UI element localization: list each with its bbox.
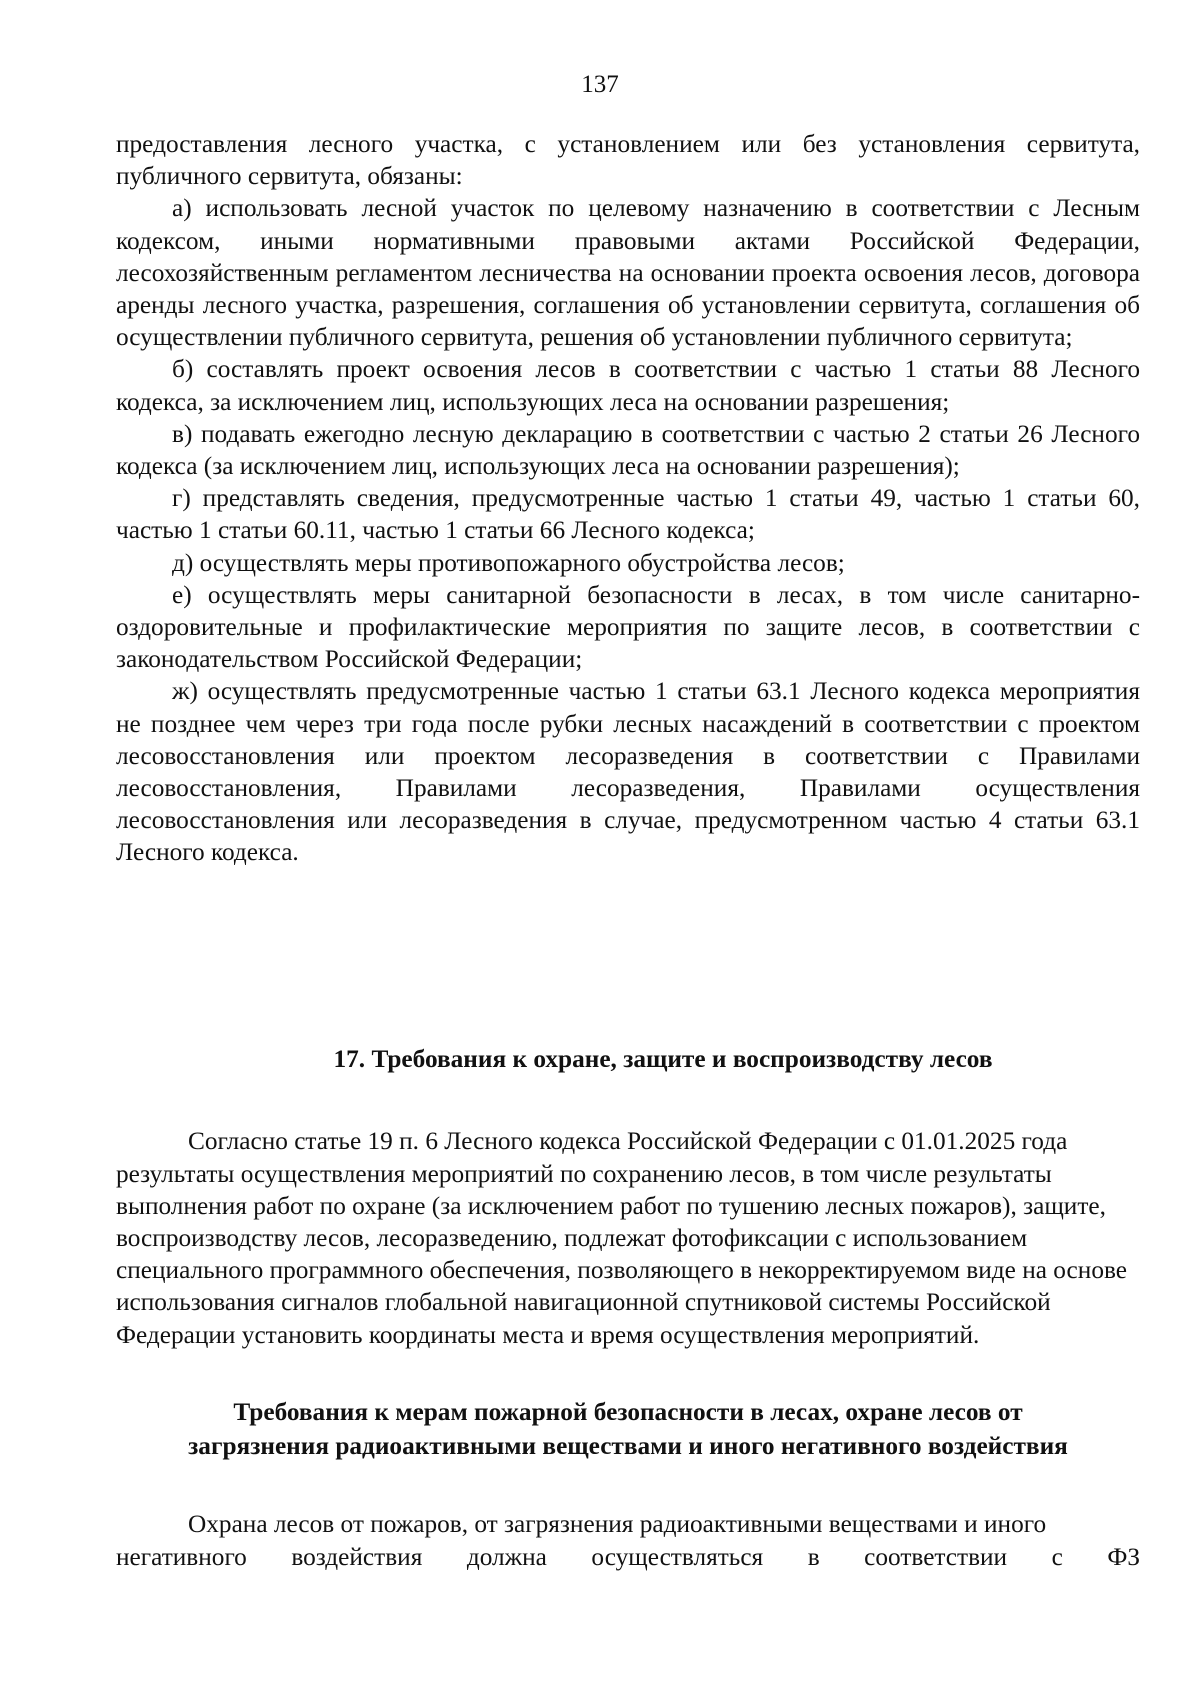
fire-safety-heading-line-1: Требования к мерам пожарной безопасности в лесах, охране лесов от [233, 1398, 1023, 1426]
section-17-paragraph: Согласно статье 19 п. 6 Лесного кодекса Российской Федерации с 01.01.2025 года результаты осуществления мероприятий по сохранению лесов, в том числе результаты выполнения работ по охране (за исключением работ по тушению лесных пожаров), защите, воспроизводству лесов, лесоразведению, подлежат фотофиксации с использованием специального программного обеспечения, позволяющего в некорректируемом виде на основе использования сигналов глобальной навигационной спутниковой системы Российской Федерации установить координаты места и время осуществления мероприятий. [116, 1127, 1127, 1349]
fire-safety-body [116, 1483, 1140, 1598]
list-item-g: г) представлять сведения, предусмотренные частью 1 статьи 49, частью 1 статьи 60, частью 1 статьи 60.11, частью 1 статьи 66 Лесного кодекса; [116, 484, 1140, 545]
fire-safety-heading-line-2: загрязнения радиоактивными веществами и иного негативного воздействия [188, 1432, 1068, 1460]
list-item-zh: ж) осуществлять предусмотренные частью 1 статьи 63.1 Лесного кодекса мероприятия не позднее чем через три года после рубки лесных насаждений в соответствии с проектом лесовосстановления или проектом лесоразведения в соответствии с Правилами лесовосстановления, Правилами лесоразведения, Правилами осуществления лесовосстановления или лесоразведения в случае, предусмотренном частью 4 статьи 63.1 Лесного кодекса. [116, 677, 1140, 867]
list-item-e: е) осуществлять меры санитарной безопасности в лесах, в том числе санитарно-оздоровительные и профилактические мероприятия по защите лесов, в соответствии с законодательством Российской Федерации; [116, 580, 1140, 674]
list-item-v: в) подавать ежегодно лесную декларацию в соответствии с частью 2 статьи 26 Лесного кодекса (за исключением лиц, использующих леса на основании разрешения); [116, 419, 1140, 481]
obligations-block [116, 128, 1140, 869]
intro-paragraph: предоставления лесного участка, с установлением или без установления сервитута, публичного сервитута, обязаны: [116, 130, 1140, 191]
page-number: 137 [581, 71, 619, 98]
fire-safety-heading [116, 1395, 1140, 1463]
fire-safety-paragraph: Охрана лесов от пожаров, от загрязнения радиоактивными веществами и иного негативного воздействия должна осуществляться в соответствии с ФЗ [116, 1510, 1140, 1571]
list-item-a: а) использовать лесной участок по целевому назначению в соответствии с Лесным кодексом, иными нормативными правовыми актами Российской Федерации, лесохозяйственным регламентом лесничества на основании проекта освоения лесов, договора аренды лесного участка, разрешения, соглашения об установлении сервитута, соглашения об осуществлении публичного сервитута, решения об установлении публичного сервитута; [116, 194, 1140, 352]
list-item-d: д) осуществлять меры противопожарного обустройства лесов; [172, 548, 845, 577]
section-17-heading: 17. Требования к охране, защите и воспроизводству лесов [333, 1045, 993, 1073]
section-17-body [116, 1100, 1140, 1376]
list-item-b: б) составлять проект освоения лесов в соответствии с частью 1 статьи 88 Лесного кодекса, за исключением лиц, использующих леса на основании разрешения; [116, 355, 1140, 416]
